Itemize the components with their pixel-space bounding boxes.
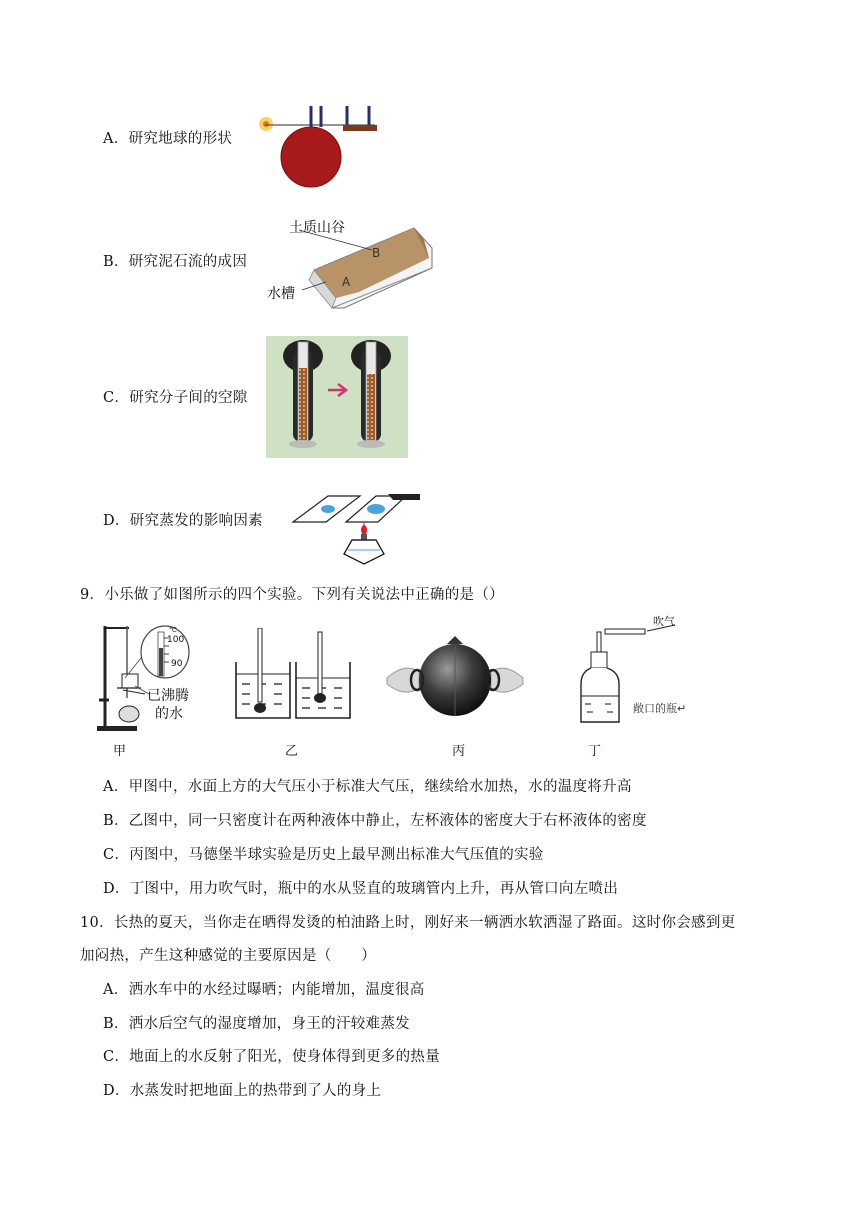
caption-bing: 丙 bbox=[452, 744, 466, 759]
caption-yi: 乙 bbox=[285, 744, 299, 759]
option-10d: D．水蒸发时把地面上的热带到了人的身上 bbox=[103, 1083, 382, 1099]
option-9d: D．丁图中，用力吹气时，瓶中的水从竖直的玻璃管内上升，再从管口向左喷出 bbox=[103, 881, 619, 897]
option-9a: A．甲图中，水面上方的大气压小于标准大气压，继续给水加热，水的温度将升高 bbox=[103, 779, 632, 795]
figure-earth-shape bbox=[255, 100, 390, 190]
label-b: B bbox=[372, 246, 381, 260]
option-8b: B．研究泥石流的成因 bbox=[103, 254, 248, 270]
label-boiled-2: 的水 bbox=[155, 706, 183, 722]
question-9-stem: 9．小乐做了如图所示的四个实验。下列有关说法中正确的是（） bbox=[80, 587, 504, 603]
question-10-stem-line1: 10．长热的夏天，当你走在晒得发烫的柏油路上时，刚好来一辆洒水软洒湿了路面。这时你会感到更 bbox=[80, 915, 736, 931]
temp-90: 90 bbox=[171, 659, 183, 669]
label-a: A bbox=[342, 275, 351, 289]
label-boiled-1: 已沸腾 bbox=[147, 688, 189, 704]
caption-jia: 甲 bbox=[113, 744, 127, 759]
label-valley: 土质山谷 bbox=[289, 220, 345, 236]
option-8a: A．研究地球的形状 bbox=[103, 131, 233, 147]
temp-unit: ℃ bbox=[169, 626, 177, 634]
figure-jia-boiling bbox=[95, 618, 205, 738]
figure-bing-magdeburg bbox=[385, 632, 525, 727]
option-9b: B．乙图中，同一只密度计在两种液体中静止，左杯液体的密度大于右杯液体的密度 bbox=[103, 813, 647, 829]
option-8d: D．研究蒸发的影响因素 bbox=[103, 513, 263, 529]
option-8c: C．研究分子间的空隙 bbox=[103, 390, 248, 406]
option-10a: A．洒水车中的水经过曝晒；内能增加，温度很高 bbox=[103, 982, 425, 998]
option-10b: B．洒水后空气的湿度增加，身王的汗较难蒸发 bbox=[103, 1016, 410, 1032]
option-9c: C．丙图中，马德堡半球实验是历史上最早测出标准大气压值的实验 bbox=[103, 847, 544, 863]
figure-molecule-gaps bbox=[266, 336, 408, 458]
label-trough: 水槽 bbox=[267, 286, 295, 302]
question-10-stem-line2: 加闷热，产生这种感觉的主要原因是（ ） bbox=[80, 948, 376, 964]
label-blow: 吹气 bbox=[653, 615, 675, 628]
caption-ding: 丁 bbox=[588, 744, 602, 759]
label-bottle: 敞口的瓶↵ bbox=[633, 702, 687, 715]
figure-yi-hydrometer bbox=[228, 628, 358, 723]
option-10c: C．地面上的水反射了阳光，使身体得到更多的热量 bbox=[103, 1049, 440, 1065]
temp-100: 100 bbox=[167, 635, 185, 645]
figure-ding-blowing bbox=[575, 614, 725, 729]
figure-evaporation bbox=[288, 492, 424, 566]
figure-mudflow bbox=[264, 210, 434, 320]
